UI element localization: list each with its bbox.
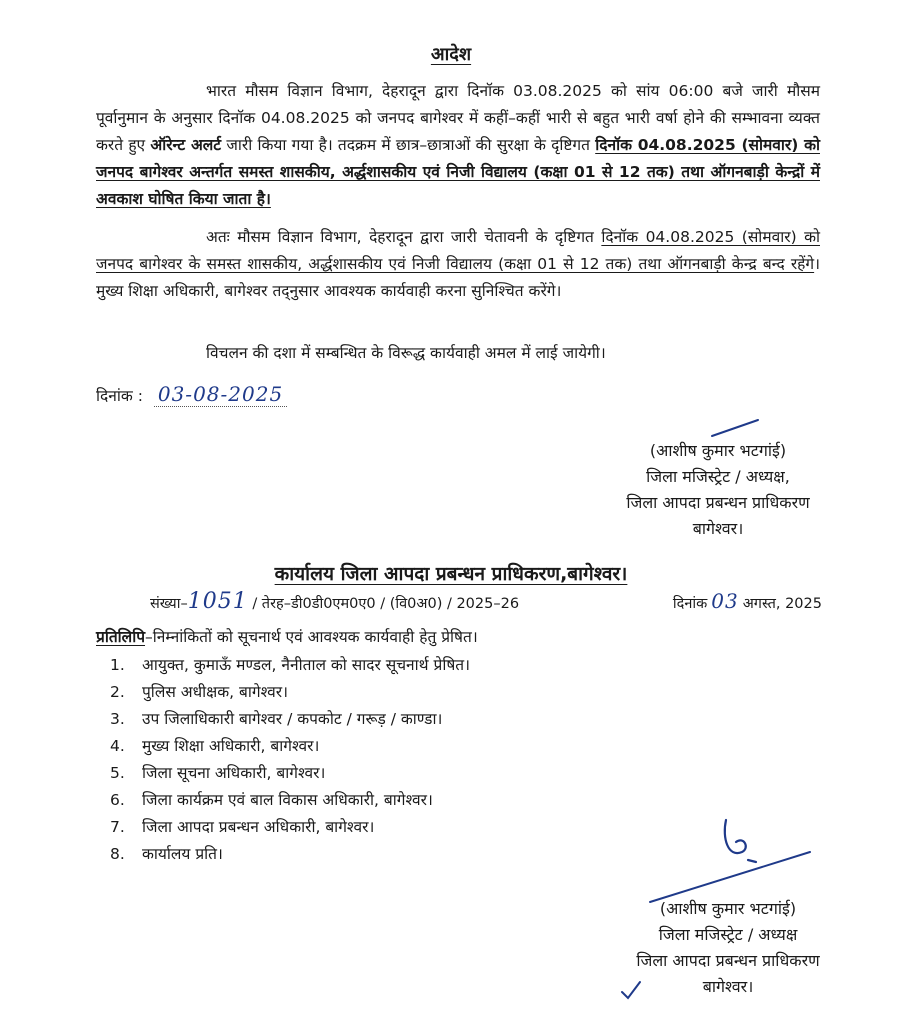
list-item-text: आयुक्त, कुमाऊँ मण्डल, नैनीताल को सादर सूचनार्थ प्रेषित।	[142, 656, 471, 674]
handwritten-date-day: 03	[711, 589, 739, 613]
list-item-text: पुलिस अधीक्षक, बागेश्वर।	[142, 683, 289, 701]
order-date: दिनांक : 03-08-2025	[96, 382, 287, 406]
list-item-text: जिला आपदा प्रबन्धन अधिकारी, बागेश्वर।	[142, 818, 375, 836]
paragraph-3: विचलन की दशा में सम्बन्धित के विरूद्ध कार्यवाही अमल में लाई जायेगी।	[206, 344, 606, 362]
reference-date: दिनांक 03 अगस्त, 2025	[672, 589, 822, 613]
list-item-number: 3.	[110, 710, 125, 728]
list-item-text: जिला सूचना अधिकारी, बागेश्वर।	[142, 764, 326, 782]
signature-block-bottom: (आशीष कुमार भटगांई) जिला मजिस्ट्रेट / अध्यक्ष जिला आपदा प्रबन्धन प्राधिकरण बागेश्वर।	[636, 899, 820, 996]
office-heading: कार्यालय जिला आपदा प्रबन्धन प्राधिकरण,बागेश्वर।	[274, 563, 628, 585]
list-item-text: कार्यालय प्रति।	[142, 845, 223, 863]
handwritten-date: 03-08-2025	[154, 382, 287, 407]
list-item-number: 2.	[110, 683, 125, 701]
signature-scribble-bottom	[725, 820, 756, 862]
list-item-text: उप जिलाधिकारी बागेश्वर / कपकोट / गरूड़ / काण्डा।	[142, 710, 443, 728]
list-item-number: 1.	[110, 656, 125, 674]
order-title: आदेश	[430, 44, 472, 65]
paragraph-2: अतः मौसम विज्ञान विभाग, देहरादून द्वारा जारी चेतावनी के दृष्टिगत दिनॉक 04.08.2025 (सोमवार) को जनपद बागेश्वर के समस्त शासकीय, अर्द्धशासकीय एवं निजी विद्यालय (कक्षा 01 से 12 तक) तथा ऑगनबाड़ी केन्द्र बन्द रहेंगे। मुख्य शिक्षा अधिकारी, बागेश्वर तद्नुसार आवश्यक कार्यवाही करना सुनिश्चित करेंगे।	[96, 228, 820, 300]
reference-row: संख्या–1051 / तेरह–डी0डी0एम0ए0 / (वि0अ0) / 2025–26 दिनांक 03 अगस्त, 2025	[150, 589, 822, 614]
holiday-declaration: दिनॉक 04.08.2025 (सोमवार) को जनपद बागेश्वर अन्तर्गत समस्त शासकीय, अर्द्धशासकीय एवं निजी विद्यालय (कक्षा 01 से 12 तक) तथा ऑगनबाड़ी केन्द्रों में अवकाश घोषित किया जाता है।	[96, 136, 820, 208]
list-item-number: 8.	[110, 845, 125, 863]
list-item-number: 6.	[110, 791, 125, 809]
copy-to-heading: प्रतिलिपि–निम्नांकितों को सूचनार्थ एवं आवश्यक कार्यवाही हेतु प्रेषित।	[96, 628, 478, 646]
tick-mark	[622, 982, 640, 998]
handwritten-ref-number: 1051	[187, 589, 248, 614]
signature-stroke-top	[712, 420, 758, 436]
signature-stroke-bottom	[650, 852, 810, 902]
signature-block-top: (आशीष कुमार भटगांई) जिला मजिस्ट्रेट / अध्यक्ष, जिला आपदा प्रबन्धन प्राधिकरण बागेश्वर।	[626, 441, 810, 538]
closure-statement: दिनॉक 04.08.2025 (सोमवार) को जनपद बागेश्वर के समस्त शासकीय, अर्द्धशासकीय एवं निजी विद्यालय (कक्षा 01 से 12 तक) तथा ऑगनबाड़ी केन्द्र बन्द रहेंगे	[96, 228, 820, 273]
alert-text: ऑरेन्ट अलर्ट	[150, 136, 222, 154]
list-item-text: जिला कार्यक्रम एवं बाल विकास अधिकारी, बागेश्वर।	[142, 791, 433, 809]
list-item-number: 7.	[110, 818, 125, 836]
list-item-number: 5.	[110, 764, 125, 782]
paragraph-1: भारत मौसम विज्ञान विभाग, देहरादून द्वारा दिनॉक 03.08.2025 को सांय 06:00 बजे जारी मौसम पूर्वानुमान के अनुसार दिनॉक 04.08.2025 को जनपद बागेश्वर में कहीं–कहीं भारी से बहुत भारी वर्षा होने की सम्भावना व्यक्त करते हुए ऑरेन्ट अलर्ट जारी किया गया है। तदक्रम में छात्र–छात्राओं की सुरक्षा के दृष्टिगत दिनॉक 04.08.2025 (सोमवार) को जनपद बागेश्वर अन्तर्गत समस्त शासकीय, अर्द्धशासकीय एवं निजी विद्यालय (कक्षा 01 से 12 तक) तथा ऑगनबाड़ी केन्द्रों में अवकाश घोषित किया जाता है।	[96, 82, 820, 208]
list-item-number: 4.	[110, 737, 125, 755]
list-item-text: मुख्य शिक्षा अधिकारी, बागेश्वर।	[142, 737, 320, 755]
